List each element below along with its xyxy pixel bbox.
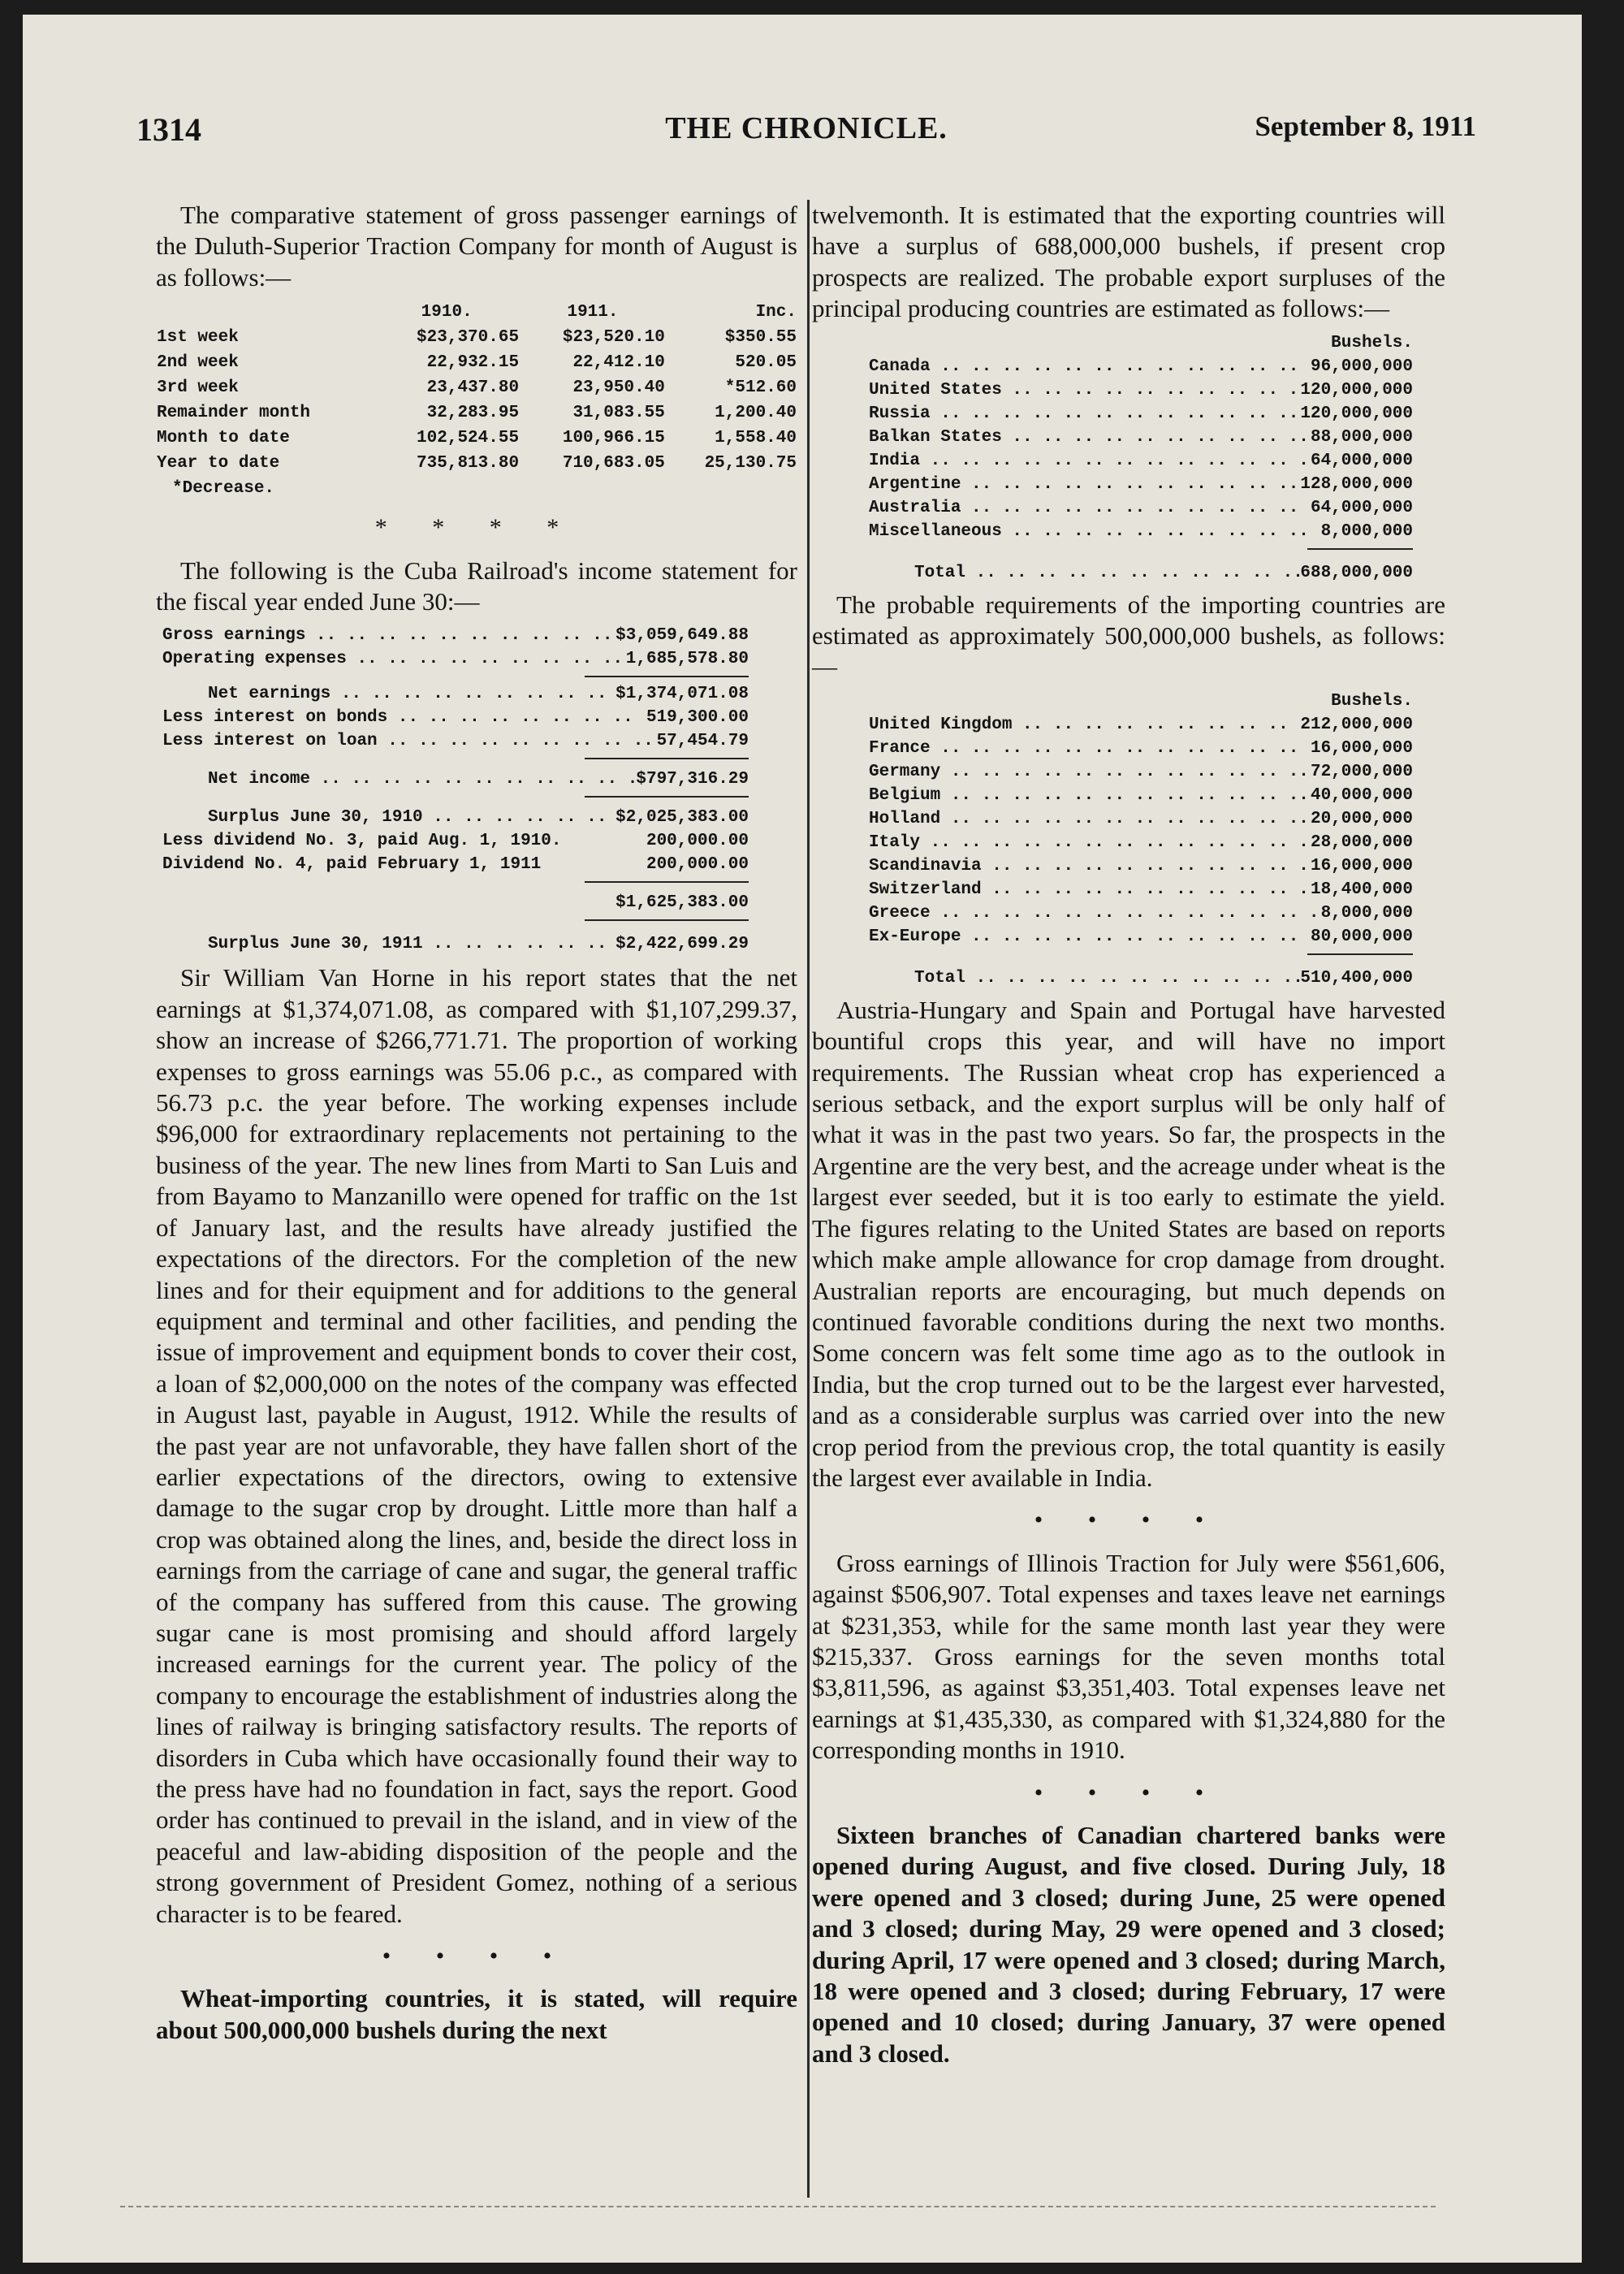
value-1910: $23,370.65 <box>417 328 520 348</box>
table-row <box>156 426 797 451</box>
table-row <box>156 400 797 426</box>
country-label: India .. .. <box>869 449 1311 473</box>
bushels-value: 120,000,000 <box>1300 404 1413 423</box>
row-label: 2nd week <box>157 353 239 373</box>
row-amount: $797,316.29 <box>636 770 749 789</box>
row-amount: $1,374,071.08 <box>615 685 749 704</box>
value-1911: 23,950.40 <box>572 378 665 398</box>
row-label: 1st week <box>157 328 239 348</box>
row-amount: $3,059,649.88 <box>615 626 749 646</box>
unit-header: Bushels. <box>1331 333 1413 352</box>
table-row <box>869 496 1413 520</box>
table-row <box>869 925 1413 949</box>
row-label: Less interest on bonds .. .. <box>162 706 646 729</box>
table-row <box>156 350 797 375</box>
row-label: Gross earnings .. .. <box>162 624 615 647</box>
table-row <box>156 375 797 400</box>
value-1910: 102,524.55 <box>417 429 520 448</box>
table-row <box>869 449 1413 473</box>
bushels-value: 16,000,000 <box>1310 738 1413 758</box>
sum-rule <box>585 881 749 883</box>
value-1910: 735,813.80 <box>417 454 520 473</box>
statement-row <box>162 767 749 791</box>
bank-branches: Sixteen branches of Canadian chartered banks were opened during August, and five closed. During July, 18 were opened and 3 closed; during June, 25 were opened and 3 closed; during May, 29 were opened and 3 closed; during April, 17 were opened and 3 closed; during March, 18 were opened and 3 closed; during February, 17 were opened and 10 closed; during January, 37 were opened and 3 closed. <box>812 1821 1445 2068</box>
statement-row <box>162 806 749 829</box>
bushels-value: 80,000,000 <box>1310 927 1413 946</box>
cuba-intro: The following is the Cuba Railroad's income statement for the fiscal year ended June 30:— <box>156 556 797 616</box>
bushels-value: 18,400,000 <box>1310 880 1413 899</box>
bushels-value: 212,000,000 <box>1300 715 1413 734</box>
bushels-value: 72,000,000 <box>1310 762 1413 781</box>
bushels-value: 96,000,000 <box>1310 357 1413 376</box>
row-label: Month to date <box>157 429 290 448</box>
row-label: Year to date <box>157 454 280 473</box>
country-label: Germany .. .. <box>869 760 1311 784</box>
table-row <box>869 426 1413 449</box>
row-label: Surplus June 30, 1910 .. .. <box>208 806 615 829</box>
country-label: France .. .. <box>869 737 1311 760</box>
country-label: Italy .. .. <box>869 831 1311 854</box>
illinois-traction: Gross earnings of Illinois Traction for July were $561,606, against $506,907. Total expenses and taxes leave net earnings at $231,353, while for the same month last year they were $215,337. Gross earnings for the seven months total $3,811,596, as against $3,351,403. Total expenses leave net earnings at $1,435,330, as compared with $1,324,880 for the corresponding months in 1910. <box>812 1548 1445 1765</box>
wheat-continued: twelvemonth. It is estimated that the exporting countries will have a surplus of 688,000,000 bushels, if present crop prospects are realized. The probable export surpluses of the principal producing countries are estimated as follows:— <box>812 201 1445 323</box>
row-amount: 200,000.00 <box>646 832 749 851</box>
section-separator: • • • • <box>1034 1779 1224 1806</box>
table-row <box>869 807 1413 831</box>
table-row <box>869 760 1413 784</box>
value-1911: 710,683.05 <box>562 454 665 473</box>
sum-rule <box>585 919 749 921</box>
country-label: Russia .. .. <box>869 402 1300 426</box>
bushels-value: 120,000,000 <box>1300 380 1413 400</box>
statement-row <box>162 624 749 647</box>
row-amount: 57,454.79 <box>656 732 749 751</box>
duluth-intro: The comparative statement of gross passenger earnings of the Duluth-Superior Traction Company for month of August is as follows:— <box>156 201 797 292</box>
statement-row <box>162 729 749 753</box>
value-1911: 22,412.10 <box>572 353 665 373</box>
table-row <box>869 878 1413 901</box>
export-surplus-table <box>869 331 1413 585</box>
bushels-value: 8,000,000 <box>1320 903 1413 923</box>
table-row <box>156 451 797 476</box>
col-header-1910: 1910. <box>421 303 473 322</box>
section-separator: • • • • <box>382 1943 572 1970</box>
total-value: 688,000,000 <box>1300 563 1413 582</box>
row-label: Surplus June 30, 1911 .. .. <box>208 932 615 956</box>
value-1911: $23,520.10 <box>562 328 665 348</box>
row-amount: 200,000.00 <box>646 855 749 875</box>
country-label: United States .. .. <box>869 378 1300 402</box>
value-1910: 22,932.15 <box>426 353 520 373</box>
country-label: United Kingdom .. .. <box>869 713 1300 737</box>
total-label: Total .. .. <box>914 561 1300 585</box>
country-label: Scandinavia .. .. <box>869 854 1311 878</box>
unit-header: Bushels. <box>1331 691 1413 711</box>
country-label: Canada .. .. <box>869 355 1311 378</box>
sum-rule <box>1307 548 1413 550</box>
value-inc: 520.05 <box>735 353 797 373</box>
import-intro: The probable requirements of the importing countries are estimated as approximately 500,000,000 bushels, as follows:— <box>812 590 1445 681</box>
section-separator: • • • • <box>1034 1507 1224 1534</box>
table-row <box>156 325 797 350</box>
total-value: 510,400,000 <box>1300 968 1413 988</box>
value-inc: *512.60 <box>724 378 797 398</box>
bushels-value: 64,000,000 <box>1310 498 1413 517</box>
row-amount: $1,625,383.00 <box>615 893 749 913</box>
table-row <box>869 402 1413 426</box>
bushels-value: 20,000,000 <box>1310 809 1413 828</box>
row-label: Net earnings .. .. <box>208 682 615 706</box>
page-number: 1314 <box>136 111 201 148</box>
sum-rule <box>585 676 749 677</box>
row-label: 3rd week <box>157 378 239 398</box>
right-column <box>812 200 1445 2069</box>
table-header-row <box>156 300 797 325</box>
table-row <box>869 784 1413 807</box>
table-row <box>869 831 1413 854</box>
table-row <box>869 713 1413 737</box>
row-amount: $2,025,383.00 <box>615 808 749 828</box>
sum-rule <box>1307 953 1413 955</box>
value-inc: 1,558.40 <box>715 429 797 448</box>
statement-row <box>162 853 749 876</box>
row-amount: $2,422,699.29 <box>615 935 749 954</box>
row-label: Dividend No. 4, paid February 1, 1911 <box>162 855 542 875</box>
value-inc: 1,200.40 <box>715 404 797 423</box>
bushels-value: 88,000,000 <box>1310 427 1413 447</box>
statement-row <box>162 829 749 853</box>
bottom-rule <box>120 2206 1436 2207</box>
country-label: Ex-Europe .. .. <box>869 925 1311 949</box>
value-1910: 32,283.95 <box>426 404 520 423</box>
footnote: *Decrease. <box>172 479 275 499</box>
wheat-intro: Wheat-importing countries, it is stated, will require about 500,000,000 bushels during the next <box>156 1984 797 2044</box>
country-label: Miscellaneous .. .. <box>869 520 1321 543</box>
value-1910: 23,437.80 <box>426 378 520 398</box>
newspaper-page <box>23 15 1582 2263</box>
country-label: Australia .. .. <box>869 496 1311 520</box>
total-row <box>869 561 1413 585</box>
value-inc: $350.55 <box>724 328 797 348</box>
country-label: Balkan States .. .. <box>869 426 1311 449</box>
statement-row <box>162 706 749 729</box>
table-row <box>869 355 1413 378</box>
value-1911: 100,966.15 <box>562 429 665 448</box>
sum-rule <box>585 796 749 798</box>
value-1911: 31,083.55 <box>572 404 665 423</box>
country-label: Argentine .. .. <box>869 473 1300 496</box>
row-label: Less interest on loan .. .. <box>162 729 657 753</box>
van-horne-report: Sir William Van Horne in his report states that the net earnings at $1,374,071.08, as compared with $1,107,299.37, show an increase of $266,771.71. The proportion of working expenses to gross earnings was 55.06 p.c., as compared with 56.73 p.c. the year before. The working expenses include $96,000 for extraordinary replacements not pertaining to the business of the year. The new lines from Marti to San Luis and from Bayamo to Manzanillo were opened for traffic on the 1st of January last, and the results have already justified the expectations of the directors. For the completion of the new lines and for their equipment and for additions to the general equipment and terminal and other facilities, and pending the issue of improvement and equipment bonds to cover their cost, a loan of $2,000,000 on the notes of the company was effected in August last, payable in August, 1912. While the results of the past year are not unfavorable, they have fallen short of the earlier expectations of the directors, owing to extensive damage to the sugar crop by drought. Little more than half a crop was obtained along the lines, and, beside the direct loss in earnings from the carriage of cane and sugar, the general traffic of the company has suffered from this cause. The growing sugar cane is most promising and should afford largely increased earnings for the current year. The policy of the company to encourage the establishment of industries along the lines of railway is bringing satisfactory results. The reports of disorders in Cuba which have occasionally found their way to the press have had no foundation in fact, says the report. Good order has continued to prevail in the island, and in view of the peaceful and law-abiding disposition of the people and the strong government of President Gomez, nothing of a serious character is to be feared. <box>156 963 797 1928</box>
table-row <box>869 378 1413 402</box>
col-header-inc: Inc. <box>755 303 797 322</box>
row-label: Operating expenses .. .. <box>162 647 626 671</box>
page-header <box>136 110 1476 151</box>
statement-row <box>162 891 749 914</box>
row-amount: 1,685,578.80 <box>625 650 749 669</box>
bushels-value: 64,000,000 <box>1310 451 1413 470</box>
bushels-value: 40,000,000 <box>1310 785 1413 805</box>
country-label: Belgium .. .. <box>869 784 1311 807</box>
row-label: Net income .. .. <box>208 767 636 791</box>
row-label: Less dividend No. 3, paid Aug. 1, 1910. <box>162 832 562 851</box>
crop-conditions: Austria-Hungary and Spain and Portugal have harvested bountiful crops this year, and will have no import requirements. The Russian wheat crop has experienced a serious setback, and the export surplus will be only half of what it was in the past two years. So far, the prospects in the Argentine are the very best, and the acreage under wheat is the largest ever seeded, but it is too early to estimate the yield. The figures relating to the United States are based on reports which make ample allowance for crop damage from drought. Australian reports are encouraging, but much depends on continued favorable conditions during the next two months. Some concern was felt some time ago as to the outlook in India, but the crop turned out to be the largest ever harvested, and as a considerable surplus was carried over into the new crop period from the previous crop, the total quantity is easily the largest ever available in India. <box>812 995 1445 1492</box>
row-label: Remainder month <box>157 404 311 423</box>
publication-title: THE CHRONICLE. <box>665 111 948 145</box>
sum-rule <box>585 758 749 759</box>
bushels-value: 8,000,000 <box>1320 521 1413 541</box>
table-row <box>869 737 1413 760</box>
bushels-value: 128,000,000 <box>1300 474 1413 494</box>
total-label: Total .. .. <box>914 966 1300 990</box>
statement-row <box>162 682 749 706</box>
left-column <box>156 200 797 2046</box>
total-row <box>869 966 1413 990</box>
table-row <box>869 901 1413 925</box>
bushels-value: 16,000,000 <box>1310 856 1413 875</box>
column-divider <box>807 200 810 2198</box>
statement-row <box>162 647 749 671</box>
cuba-income-statement <box>162 624 749 956</box>
value-inc: 25,130.75 <box>704 454 797 473</box>
bushels-value: 28,000,000 <box>1310 832 1413 852</box>
country-label: Greece .. .. <box>869 901 1321 925</box>
table-row <box>869 520 1413 543</box>
duluth-earnings-table <box>156 300 797 501</box>
country-label: Switzerland .. .. <box>869 878 1311 901</box>
import-requirements-table <box>869 690 1413 990</box>
country-label: Holland .. .. <box>869 807 1311 831</box>
col-header-1911: 1911. <box>567 303 619 322</box>
issue-date: September 8, 1911 <box>1255 110 1476 142</box>
row-amount: 519,300.00 <box>646 708 749 728</box>
statement-row <box>162 932 749 956</box>
section-separator: * * * * <box>374 514 579 542</box>
table-row <box>869 473 1413 496</box>
table-row <box>869 854 1413 878</box>
